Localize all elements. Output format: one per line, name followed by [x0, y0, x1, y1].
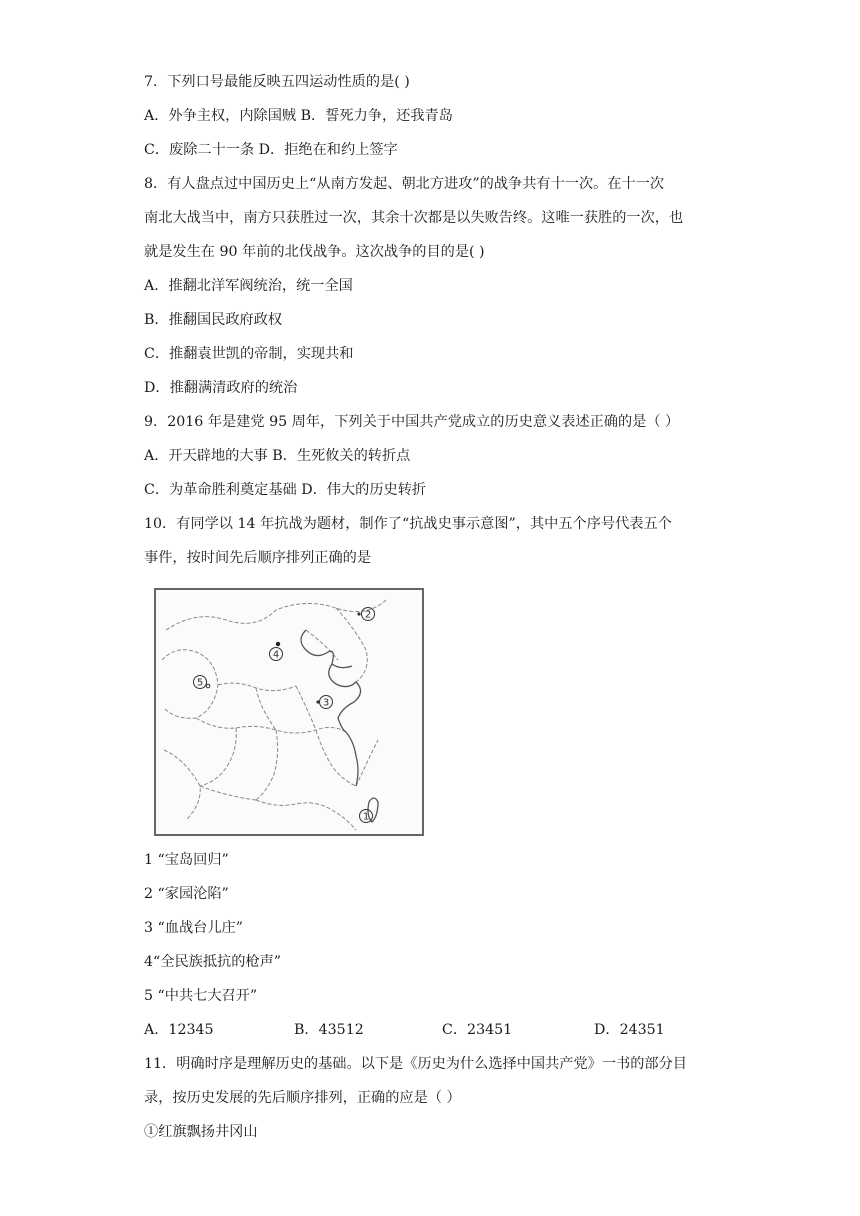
q10-item-3: 3 “血战台儿庄”	[144, 920, 243, 936]
q10-option-a: A．12345	[144, 1022, 214, 1038]
q8-option-a: A．推翻北洋军阀统治，统一全国	[144, 278, 353, 294]
q10-option-d: D．24351	[594, 1022, 665, 1038]
q11-item-1: ①红旗飘扬井冈山	[144, 1124, 258, 1140]
q8-stem-line-3: 就是发生在 90 年前的北伐战争。这次战争的目的是( )	[144, 244, 485, 260]
q8-option-d: D．推翻满清政府的统治	[144, 380, 298, 396]
q10-option-b: B．43512	[294, 1022, 364, 1038]
q9-options-cd: C．为革命胜利奠定基础 D．伟大的历史转折	[144, 482, 427, 498]
map-marker-4: 4	[272, 649, 280, 661]
q10-item-1: 1 “宝岛回归”	[144, 852, 229, 868]
map-marker-3: 3	[322, 697, 330, 709]
q7-options-ab: A．外争主权，内除国贼 B．誓死力争，还我青岛	[144, 108, 453, 124]
q8-option-b: B．推翻国民政府政权	[144, 312, 283, 328]
q10-item-4: 4“全民族抵抗的枪声”	[144, 954, 282, 970]
map-marker-5: 5	[196, 677, 204, 689]
q9-options-ab: A．开天辟地的大事 B．生死攸关的转折点	[144, 448, 411, 464]
war-history-map	[154, 588, 424, 836]
q8-option-c: C．推翻袁世凯的帝制，实现共和	[144, 346, 354, 362]
q9-stem: 9．2016 年是建党 95 周年，下列关于中国共产党成立的历史意义表述正确的是（ ）	[144, 414, 680, 430]
q10-option-c: C．23451	[442, 1022, 513, 1038]
q7-options-cd: C．废除二十一条 D．拒绝在和约上签字	[144, 142, 398, 158]
q11-stem-line-1: 11．明确时序是理解历史的基础。以下是《历史为什么选择中国共产党》一书的部分目	[144, 1056, 687, 1072]
q10-stem-line-2: 事件，按时间先后顺序排列正确的是	[144, 550, 372, 566]
map-marker-2: 2	[364, 609, 372, 621]
map-marker-1: 1	[362, 811, 370, 823]
q10-item-5: 5 “中共七大召开”	[144, 988, 258, 1004]
q10-item-2: 2 “家园沦陷”	[144, 886, 229, 902]
q10-stem-line-1: 10．有同学以 14 年抗战为题材，制作了“抗战史事示意图”，其中五个序号代表五个	[144, 516, 672, 532]
q8-stem-line-2: 南北大战当中，南方只获胜过一次，其余十次都是以失败告终。这唯一获胜的一次，也	[144, 210, 684, 226]
q7-stem: 7．下列口号最能反映五四运动性质的是( )	[144, 74, 410, 90]
q8-stem-line-1: 8．有人盘点过中国历史上“从南方发起、朝北方进攻”的战争共有十一次。在十一次	[144, 176, 665, 192]
q11-stem-line-2: 录，按历史发展的先后顺序排列，正确的应是（ ）	[144, 1090, 461, 1106]
